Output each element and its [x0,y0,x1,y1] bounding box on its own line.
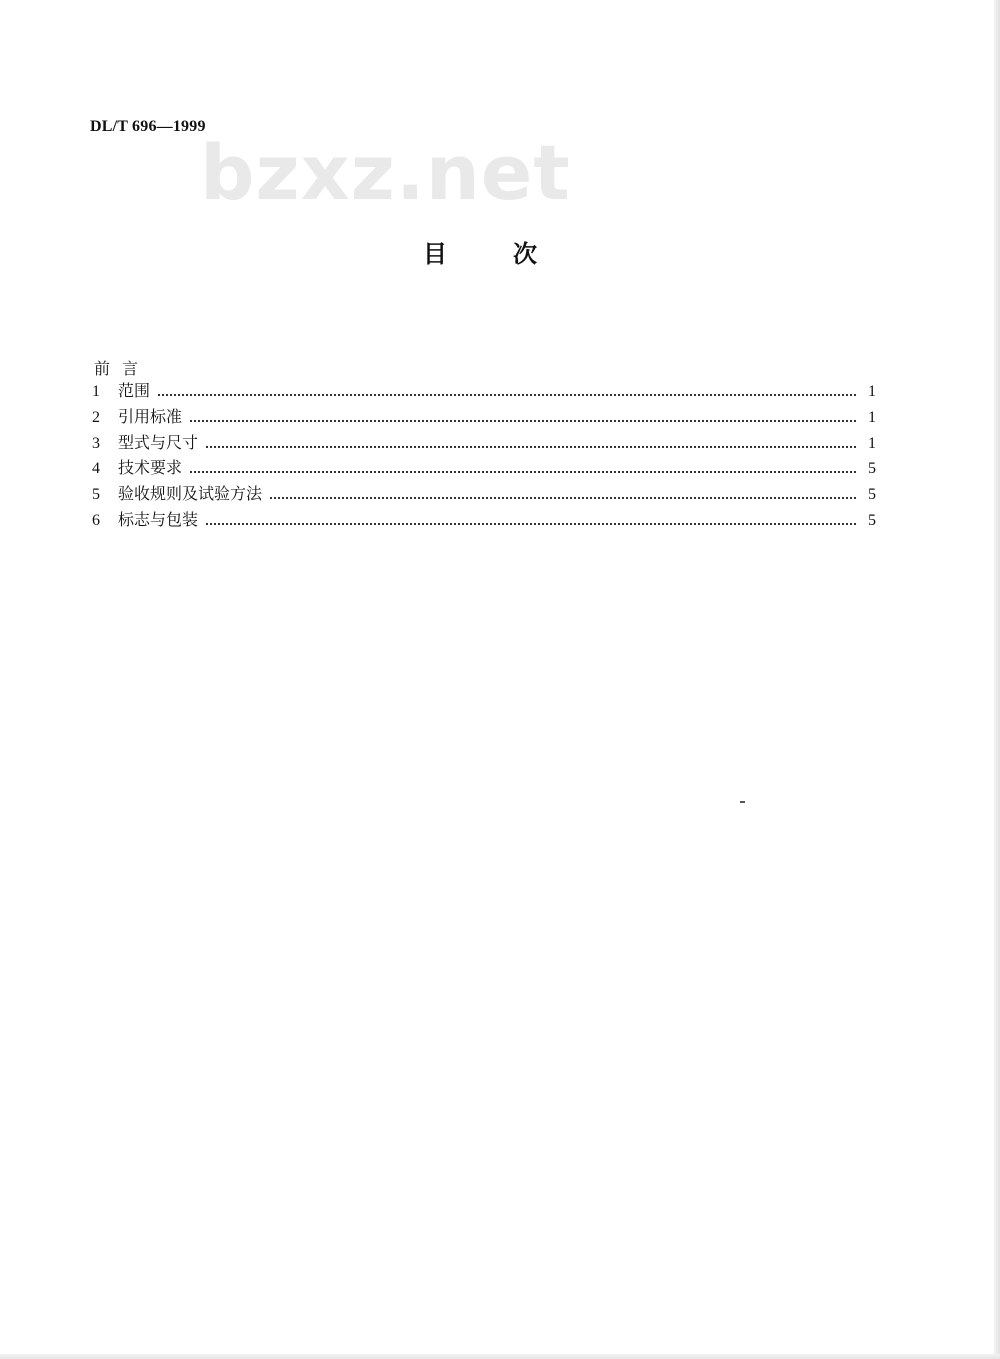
toc-entry-page: 5 [868,511,876,529]
toc-entry-label: 引用标准 [118,406,183,426]
toc-entry-number: 4 [92,460,100,478]
toc-entry-label: 型式与尺寸 [118,432,199,452]
toc-preface: 前言 [94,359,151,378]
toc-leader-dots [190,420,856,422]
page-edge-right [994,0,1000,1359]
toc-entry-number: 6 [92,511,100,529]
toc-entry[interactable] [92,507,876,533]
toc-entry-number: 1 [92,383,100,400]
toc-entry-page: 1 [868,434,876,452]
toc-entry[interactable] [92,455,876,481]
watermark-logo: bzxz.net [200,128,571,217]
toc-entry-label: 标志与包装 [118,509,199,529]
standard-number: DL/T 696—1999 [90,118,206,135]
toc-entry-number: 3 [92,434,100,452]
toc-entry-number: 2 [92,408,100,426]
toc-title: 目次 [423,240,603,268]
toc-leader-dots [270,497,856,499]
toc-list [92,378,876,533]
toc-entry-label: 范围 [118,381,151,400]
page-edge-bottom [0,1354,1000,1359]
scan-speck [740,801,745,803]
toc-leader-dots [158,394,856,396]
toc-entry-page: 1 [868,408,876,426]
toc-entry[interactable] [92,378,876,404]
toc-entry[interactable] [92,430,876,456]
toc-entry[interactable] [92,481,876,507]
toc-leader-dots [190,471,856,473]
toc-entry-label: 技术要求 [118,458,183,478]
toc-leader-dots [206,523,856,525]
toc-entry-page: 5 [868,460,876,478]
toc-entry-number: 5 [92,486,100,504]
toc-leader-dots [206,446,856,448]
toc-entry-label: 验收规则及试验方法 [118,484,263,504]
toc-entry-page: 5 [868,486,876,504]
toc-entry-page: 1 [868,383,876,400]
toc-entry[interactable] [92,404,876,430]
